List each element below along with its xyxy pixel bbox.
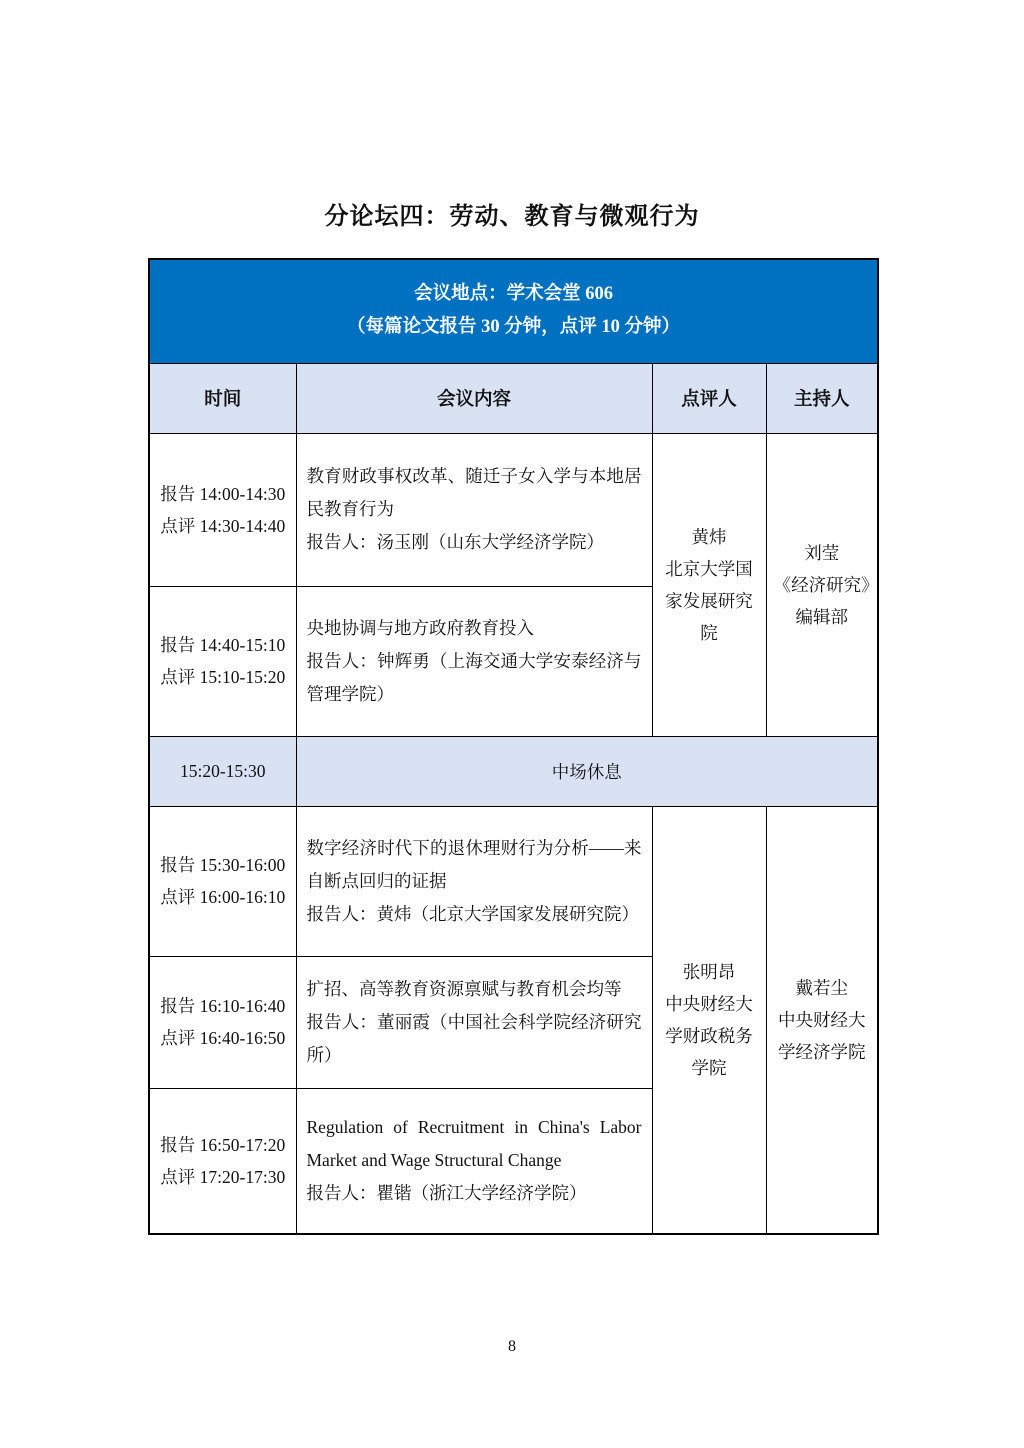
column-header-time: 时间 bbox=[149, 363, 296, 433]
host-affiliation: 《经济研究》编辑部 bbox=[773, 574, 870, 627]
column-header-host: 主持人 bbox=[766, 363, 878, 433]
duration-line: （每篇论文报告 30 分钟，点评 10 分钟） bbox=[347, 317, 681, 338]
commenter-affiliation: 北京大学国家发展研究院 bbox=[665, 558, 753, 643]
paper-title: 数字经济时代下的退休理财行为分析——来自断点回归的证据 bbox=[306, 837, 642, 891]
page-number: 8 bbox=[508, 1338, 516, 1355]
commenter-name: 黄炜 bbox=[691, 526, 727, 547]
session-row-1 bbox=[149, 433, 878, 586]
time-cell bbox=[149, 433, 296, 586]
time-cell bbox=[149, 806, 296, 956]
time-cell bbox=[149, 1088, 296, 1234]
speaker-line: 报告人：黄炜（北京大学国家发展研究院） bbox=[306, 903, 639, 924]
report-time: 报告 15:30-16:00 bbox=[160, 855, 286, 875]
time-cell bbox=[149, 956, 296, 1088]
column-header-commenter: 点评人 bbox=[652, 363, 766, 433]
paper-title: 央地协调与地方政府教育投入 bbox=[306, 617, 534, 638]
content-cell bbox=[296, 433, 652, 586]
report-time: 报告 16:50-17:20 bbox=[160, 1134, 286, 1155]
host-name: 戴若尘 bbox=[795, 977, 848, 998]
content-cell bbox=[296, 1088, 652, 1234]
venue-banner bbox=[149, 259, 878, 363]
venue-line: 会议地点：学术会堂 606 bbox=[414, 284, 613, 305]
host-affiliation: 中央财经大学经济学院 bbox=[778, 1009, 866, 1062]
speaker-line: 报告人：钟辉勇（上海交通大学安泰经济与管理学院） bbox=[306, 650, 642, 704]
comment-time: 点评 16:40-16:50 bbox=[160, 1028, 286, 1048]
commenter-affiliation: 中央财经大学财政税务学院 bbox=[665, 993, 753, 1078]
content-cell bbox=[296, 586, 652, 736]
banner-row bbox=[149, 259, 878, 363]
comment-time: 点评 16:00-16:10 bbox=[160, 887, 286, 907]
column-header-row bbox=[149, 363, 878, 433]
report-time: 报告 16:10-16:40 bbox=[160, 996, 286, 1016]
host-cell bbox=[766, 433, 878, 736]
speaker-line: 报告人：汤玉刚（山东大学经济学院） bbox=[306, 532, 604, 552]
content-cell bbox=[296, 956, 652, 1088]
break-row bbox=[149, 736, 878, 806]
comment-time: 点评 17:20-17:30 bbox=[160, 1166, 286, 1187]
report-time: 报告 14:40-15:10 bbox=[160, 635, 286, 655]
comment-time: 点评 15:10-15:20 bbox=[160, 667, 286, 687]
commenter-cell bbox=[652, 806, 766, 1234]
time-cell bbox=[149, 586, 296, 736]
session-schedule-table bbox=[148, 258, 879, 1235]
paper-title: Regulation of Recruitment in China's Labor Market and Wage Structural Change bbox=[306, 1117, 642, 1171]
host-cell bbox=[766, 806, 878, 1234]
speaker-line: 报告人：瞿锴（浙江大学经济学院） bbox=[306, 1183, 587, 1204]
content-cell bbox=[296, 806, 652, 956]
break-label-cell: 中场休息 bbox=[296, 736, 878, 806]
commenter-name: 张明昂 bbox=[682, 961, 736, 982]
page-title: 分论坛四：劳动、教育与微观行为 bbox=[324, 203, 700, 230]
break-time-cell: 15:20-15:30 bbox=[149, 736, 296, 806]
column-header-content: 会议内容 bbox=[296, 363, 652, 433]
paper-title: 教育财政事权改革、随迁子女入学与本地居民教育行为 bbox=[306, 466, 642, 519]
comment-time: 点评 14:30-14:40 bbox=[160, 515, 286, 536]
speaker-line: 报告人：董丽霞（中国社会科学院经济研究所） bbox=[306, 1011, 642, 1065]
session-row-3 bbox=[149, 806, 878, 956]
commenter-cell bbox=[652, 433, 766, 736]
report-time: 报告 14:00-14:30 bbox=[160, 483, 286, 504]
paper-title: 扩招、高等教育资源禀赋与教育机会均等 bbox=[306, 978, 622, 999]
host-name: 刘莹 bbox=[804, 542, 840, 563]
